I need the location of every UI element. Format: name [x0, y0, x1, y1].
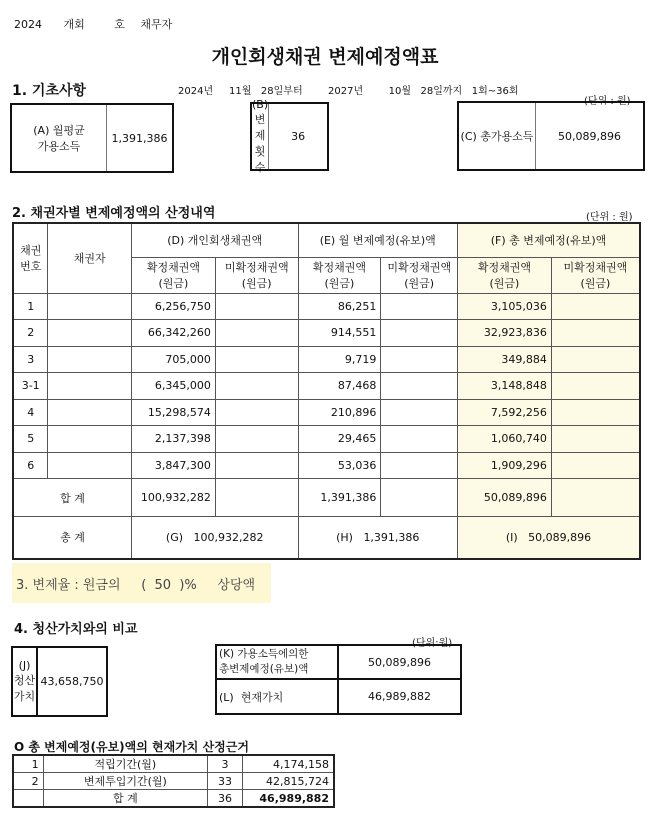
creditor-name: [48, 426, 132, 453]
page-title: 개인회생채권 변제예정액표: [211, 46, 439, 68]
table-row: [13, 373, 640, 400]
table-row: [13, 320, 640, 347]
unconfirmed-claim: [215, 426, 298, 453]
row-no: 4: [13, 399, 48, 426]
row-no: 3: [13, 346, 48, 373]
total-repayment-value: 50,089,896: [368, 655, 431, 669]
present-value-box: [215, 644, 462, 715]
subheader-unconfirmed: 미확정채권액 (원금): [215, 257, 298, 293]
present-value-label: (L) 현재가치: [217, 680, 339, 713]
col-header-e: (E) 월 변제예정(유보)액: [298, 223, 458, 257]
total-unconfirmed: [551, 426, 640, 453]
amount: 42,815,724: [242, 773, 334, 790]
repayment-period: 2024년 11월 28일부터 2027년 10월 28일까지 1회~36회: [178, 86, 519, 97]
total-repayment: 349,884: [458, 346, 552, 373]
confirmed-claim: 66,342,260: [131, 320, 215, 347]
section4-heading: 4. 청산가치와의 비교: [14, 622, 138, 637]
subtotal-d: 100,932,282: [131, 479, 215, 517]
monthly-unconfirmed: [381, 399, 458, 426]
present-value: 46,989,882: [368, 690, 431, 703]
row-no: [13, 790, 43, 808]
total-income-label: (C) 총가용소득: [459, 103, 536, 169]
table-row: [13, 346, 640, 373]
monthly-unconfirmed: [381, 452, 458, 479]
total-repayment: 1,060,740: [458, 426, 552, 453]
total-unconfirmed: [551, 399, 640, 426]
table-row: [13, 426, 640, 453]
subtotal-f: 50,089,896: [458, 479, 552, 517]
subheader-confirmed: 확정채권액 (원금): [298, 257, 381, 293]
monthly-repayment: 914,551: [298, 320, 381, 347]
monthly-income-label: (A) 월평균 가용소득: [12, 105, 107, 171]
confirmed-claim: 705,000: [131, 346, 215, 373]
monthly-repayment: 87,468: [298, 373, 381, 400]
grand-total-h: (H) 1,391,386: [298, 517, 458, 559]
subheader-confirmed: 확정채권액 (원금): [131, 257, 215, 293]
table-row: [13, 790, 334, 808]
total-repayment: 7,592,256: [458, 399, 552, 426]
confirmed-claim: 6,345,000: [131, 373, 215, 400]
unit-label: (단위 : 원): [586, 212, 633, 223]
monthly-unconfirmed: [381, 346, 458, 373]
case-number-label: 호: [114, 18, 125, 31]
confirmed-claim: 3,847,300: [131, 452, 215, 479]
subtotal-label: 합 계: [13, 479, 131, 517]
grand-total-row: [13, 517, 640, 559]
grand-total-g: (G) 100,932,282: [131, 517, 298, 559]
subheader-unconfirmed: 미확정채권액 (원금): [551, 257, 640, 293]
section1-heading: 1. 기초사항: [12, 83, 87, 99]
section5-heading: O 총 변제예정(유보)액의 현재가치 산정근거: [14, 740, 249, 754]
monthly-repayment: 53,036: [298, 452, 381, 479]
row-no: 1: [13, 293, 48, 320]
grand-total-label: 총 계: [13, 517, 131, 559]
repayment-count-value: 36: [291, 130, 306, 143]
total-unconfirmed: [551, 346, 640, 373]
monthly-repayment: 86,251: [298, 293, 381, 320]
total-unconfirmed: [551, 373, 640, 400]
unconfirmed-claim: [215, 399, 298, 426]
confirmed-claim: 2,137,398: [131, 426, 215, 453]
repayment-count-box: [250, 98, 329, 174]
table-row: [13, 755, 334, 773]
table-row: [13, 773, 334, 790]
row-no: 2: [13, 773, 43, 790]
unconfirmed-claim: [215, 452, 298, 479]
subtotal-row: [13, 479, 640, 517]
row-no: 3-1: [13, 373, 48, 400]
confirmed-claim: 6,256,750: [131, 293, 215, 320]
row-no: 2: [13, 320, 48, 347]
monthly-repayment: 29,465: [298, 426, 381, 453]
months: 3: [208, 755, 243, 773]
monthly-repayment: 210,896: [298, 399, 381, 426]
row-no: 5: [13, 426, 48, 453]
table-row: [13, 452, 640, 479]
row-no: 6: [13, 452, 48, 479]
liquidation-value: 43,658,750: [40, 675, 104, 688]
year: 2024: [14, 18, 42, 31]
amount: 4,174,158: [242, 755, 334, 773]
period-label: 합 계: [43, 790, 208, 808]
subtotal-e: 1,391,386: [298, 479, 381, 517]
total-repayment: 3,148,848: [458, 373, 552, 400]
creditor-table: [12, 222, 641, 560]
col-header-no: 채권 번호: [13, 223, 48, 293]
row-no: 1: [13, 755, 43, 773]
creditor-name: [48, 346, 132, 373]
liquidation-value-label: (J) 청산 가치: [13, 648, 38, 715]
unit-label: (단위 : 원): [584, 96, 631, 107]
amount: 46,989,882: [242, 790, 334, 808]
subheader-confirmed: 확정채권액 (원금): [458, 257, 552, 293]
monthly-unconfirmed: [381, 426, 458, 453]
present-value-basis-table: [12, 754, 335, 808]
creditor-name: [48, 399, 132, 426]
repayment-rate: 3. 변제율 : 원금의 ( 50 )% 상당액: [12, 563, 271, 603]
total-repayment: 1,909,296: [458, 452, 552, 479]
table-row: [13, 293, 640, 320]
creditor-name: [48, 293, 132, 320]
monthly-income-value: 1,391,386: [111, 131, 168, 145]
col-header-creditor: 채권자: [48, 223, 132, 293]
monthly-unconfirmed: [381, 373, 458, 400]
unconfirmed-claim: [215, 346, 298, 373]
creditor-name: [48, 320, 132, 347]
monthly-income-box: [10, 103, 174, 173]
debtor-label: 채무자: [140, 18, 173, 31]
doc-header: [14, 16, 172, 32]
total-unconfirmed: [551, 452, 640, 479]
grand-total-i: (I) 50,089,896: [458, 517, 640, 559]
unconfirmed-claim: [215, 320, 298, 347]
total-income-box: [457, 101, 645, 171]
monthly-repayment: 9,719: [298, 346, 381, 373]
total-repayment: 32,923,836: [458, 320, 552, 347]
col-header-d: (D) 개인회생채권액: [131, 223, 298, 257]
total-unconfirmed: [551, 293, 640, 320]
unconfirmed-claim: [215, 373, 298, 400]
repayment-count-label: (B) 변제횟수: [252, 98, 269, 174]
liquidation-value-box: [11, 646, 108, 717]
creditor-name: [48, 452, 132, 479]
subheader-unconfirmed: 미확정채권액 (원금): [381, 257, 458, 293]
confirmed-claim: 15,298,574: [131, 399, 215, 426]
period-label: 변제투입기간(월): [43, 773, 208, 790]
monthly-unconfirmed: [381, 320, 458, 347]
table-row: [13, 399, 640, 426]
unconfirmed-claim: [215, 293, 298, 320]
unit-label: (단위:원): [412, 638, 453, 649]
total-repayment: 3,105,036: [458, 293, 552, 320]
court-case: 개회: [63, 18, 85, 31]
total-unconfirmed: [551, 320, 640, 347]
period-label: 적립기간(월): [43, 755, 208, 773]
section2-heading: 2. 채권자별 변제예정액의 산정내역: [12, 206, 216, 221]
col-header-f: (F) 총 변제예정(유보)액: [458, 223, 640, 257]
creditor-name: [48, 373, 132, 400]
months: 36: [208, 790, 243, 808]
months: 33: [208, 773, 243, 790]
monthly-unconfirmed: [381, 293, 458, 320]
total-income-value: 50,089,896: [558, 129, 621, 143]
total-repayment-label: (K) 가용소득에의한 총변제예정(유보)액: [217, 646, 339, 678]
